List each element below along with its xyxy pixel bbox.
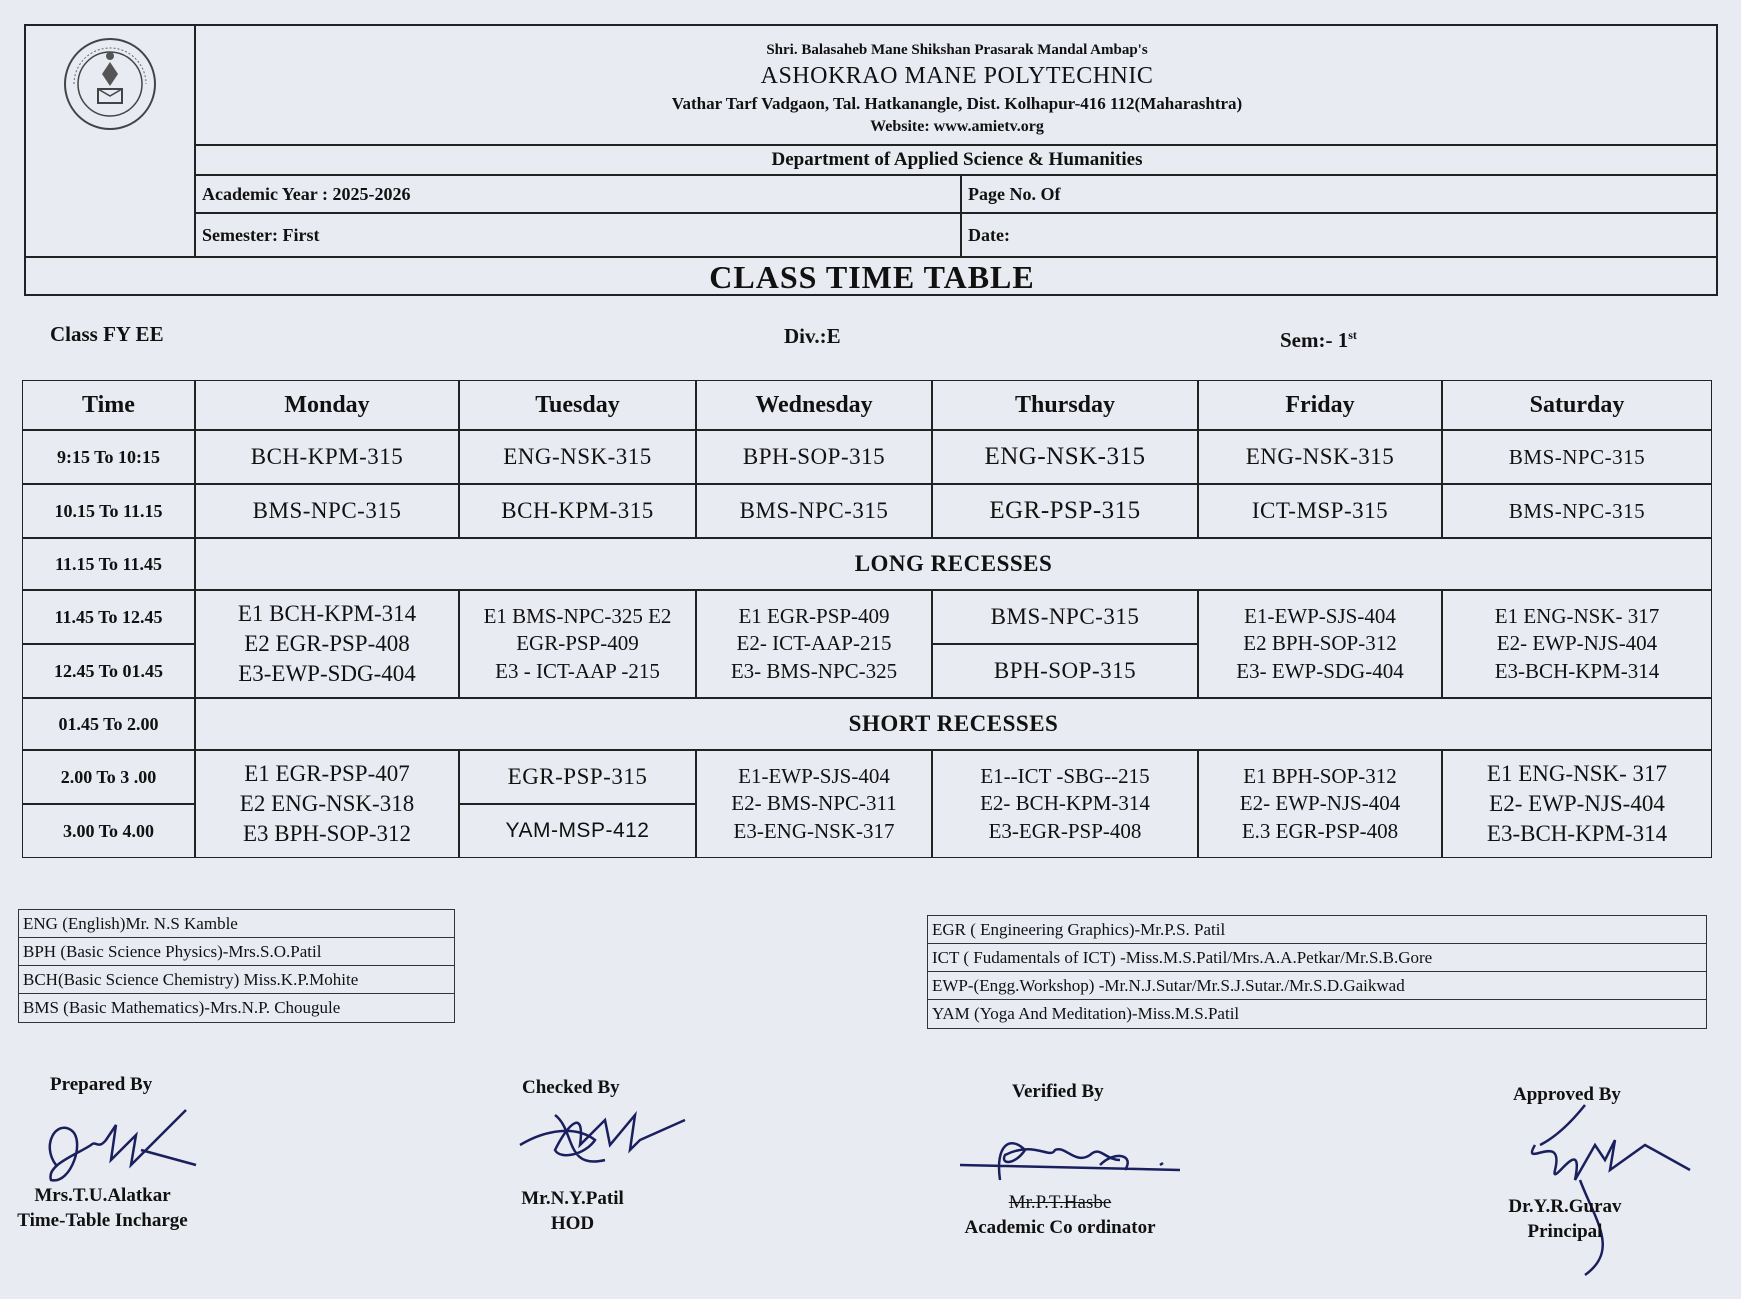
legend-item: BCH(Basic Science Chemistry) Miss.K.P.Mohite — [19, 966, 454, 994]
lab-cell-tuesday: E1 BMS-NPC-325 E2 EGR-PSP-409 E3 - ICT-AAP -215 — [459, 590, 696, 698]
header-saturday: Saturday — [1442, 380, 1712, 430]
class-cell: EGR-PSP-315 — [932, 484, 1198, 538]
checked-by-name: Mr.N.Y.Patil — [521, 1188, 624, 1209]
verified-by-role: Academic Co ordinator — [964, 1217, 1156, 1238]
class-cell: BMS-NPC-315 — [932, 590, 1198, 644]
class-cell: BMS-NPC-315 — [1442, 484, 1712, 538]
lab-cell-friday: E1-EWP-SJS-404 E2 BPH-SOP-312 E3- EWP-SDG-404 — [1198, 590, 1442, 698]
header-monday: Monday — [195, 380, 459, 430]
signature-prepared — [36, 1105, 206, 1195]
header-time: Time — [22, 380, 195, 430]
timetable — [22, 380, 1712, 862]
logo-box — [26, 26, 196, 256]
subject-legend-left — [18, 909, 455, 1023]
lab-cell-wednesday: E1-EWP-SJS-404 E2- BMS-NPC-311 E3-ENG-NSK-317 — [696, 750, 932, 858]
verified-by-heading: Verified By — [1012, 1081, 1104, 1102]
class-cell: BMS-NPC-315 — [1442, 430, 1712, 484]
time-slot: 11.45 To 12.45 — [22, 590, 195, 644]
class-cell: ENG-NSK-315 — [1198, 430, 1442, 484]
approved-by-name: Dr.Y.R.Gurav — [1508, 1196, 1622, 1217]
institute-logo — [60, 34, 160, 134]
class-cell: BCH-KPM-315 — [195, 430, 459, 484]
class-cell: ICT-MSP-315 — [1198, 484, 1442, 538]
class-cell: BMS-NPC-315 — [696, 484, 932, 538]
prepared-by-name: Mrs.T.U.Alatkar — [34, 1185, 171, 1206]
class-cell: EGR-PSP-315 — [459, 750, 696, 804]
checked-by-heading: Checked By — [522, 1077, 620, 1098]
academic-year: Academic Year : 2025-2026 — [196, 176, 962, 214]
class-cell: ENG-NSK-315 — [459, 430, 696, 484]
signature-verified — [955, 1125, 1185, 1195]
class-cell: YAM-MSP-412 — [459, 804, 696, 858]
page-number: Page No. Of — [962, 176, 1718, 214]
date-field: Date: — [968, 224, 1010, 245]
checked-by-role: HOD — [550, 1213, 595, 1234]
signature-checked — [515, 1100, 690, 1180]
legend-item: ENG (English)Mr. N.S Kamble — [19, 910, 454, 938]
legend-item: YAM (Yoga And Meditation)-Miss.M.S.Patil — [932, 1004, 1240, 1023]
class-cell: BPH-SOP-315 — [696, 430, 932, 484]
lab-cell-thursday: E1--ICT -SBG--215 E2- BCH-KPM-314 E3-EGR-PSP-408 — [932, 750, 1198, 858]
prepared-by-heading: Prepared By — [50, 1074, 153, 1095]
legend-item: BPH (Basic Science Physics)-Mrs.S.O.Patil — [19, 938, 454, 966]
class-cell: BPH-SOP-315 — [932, 644, 1198, 698]
semester-suffix: st — [1348, 328, 1357, 342]
time-slot: 2.00 To 3 .00 — [22, 750, 195, 804]
legend-item: EWP-(Engg.Workshop) -Mr.N.J.Sutar/Mr.S.J.Sutar./Mr.S.D.Gaikwad — [928, 972, 1706, 1000]
semester: Semester: First — [196, 214, 962, 256]
document-header — [24, 24, 1718, 296]
semester-value: Sem:- 1 — [1280, 328, 1349, 352]
header-tuesday: Tuesday — [459, 380, 696, 430]
institute-block — [196, 26, 1718, 146]
approved-by-role: Principal — [1527, 1221, 1603, 1242]
signature-approved — [1525, 1100, 1700, 1290]
legend-item: BMS (Basic Mathematics)-Mrs.N.P. Chougule — [23, 998, 341, 1017]
class-label: Class FY EE — [50, 322, 164, 346]
lab-cell-monday: E1 BCH-KPM-314 E2 EGR-PSP-408 E3-EWP-SDG-404 — [195, 590, 459, 698]
institute-name: ASHOKRAO MANE POLYTECHNIC — [760, 63, 1154, 89]
time-slot: 11.15 To 11.45 — [22, 538, 195, 590]
time-slot: 9:15 To 10:15 — [22, 430, 195, 484]
legend-item: EGR ( Engineering Graphics)-Mr.P.S. Patil — [928, 916, 1706, 944]
subject-legend-right — [927, 915, 1707, 1029]
institute-address: Vathar Tarf Vadgaon, Tal. Hatkanangle, Dist. Kolhapur-416 112(Maharashtra) — [671, 94, 1243, 113]
class-cell: BMS-NPC-315 — [195, 484, 459, 538]
long-recess-banner: LONG RECESSES — [195, 538, 1712, 590]
lab-cell-monday: E1 EGR-PSP-407 E2 ENG-NSK-318 E3 BPH-SOP-312 — [195, 750, 459, 858]
prepared-by-role: Time-Table Incharge — [17, 1210, 188, 1231]
header-wednesday: Wednesday — [696, 380, 932, 430]
society-name: Shri. Balasaheb Mane Shikshan Prasarak Mandal Ambap's — [766, 42, 1148, 58]
header-friday: Friday — [1198, 380, 1442, 430]
approved-by-heading: Approved By — [1513, 1084, 1621, 1105]
lab-cell-wednesday: E1 EGR-PSP-409 E2- ICT-AAP-215 E3- BMS-NPC-325 — [696, 590, 932, 698]
verified-by-name: Mr.P.T.Hasbe — [1008, 1192, 1112, 1213]
lab-cell-saturday: E1 ENG-NSK- 317 E2- EWP-NJS-404 E3-BCH-KPM-314 — [1442, 750, 1712, 858]
time-slot: 10.15 To 11.15 — [22, 484, 195, 538]
department-name: Department of Applied Science & Humanities — [196, 146, 1718, 176]
lab-cell-saturday: E1 ENG-NSK- 317 E2- EWP-NJS-404 E3-BCH-KPM-314 — [1442, 590, 1712, 698]
legend-item: ICT ( Fudamentals of ICT) -Miss.M.S.Patil/Mrs.A.A.Petkar/Mr.S.B.Gore — [928, 944, 1706, 972]
semester-label — [1280, 328, 1357, 353]
class-cell: BCH-KPM-315 — [459, 484, 696, 538]
header-thursday: Thursday — [932, 380, 1198, 430]
page-title: CLASS TIME TABLE — [26, 256, 1718, 296]
time-slot: 3.00 To 4.00 — [22, 804, 195, 858]
class-cell: ENG-NSK-315 — [932, 430, 1198, 484]
time-slot: 01.45 To 2.00 — [22, 698, 195, 750]
lab-cell-friday: E1 BPH-SOP-312 E2- EWP-NJS-404 E.3 EGR-PSP-408 — [1198, 750, 1442, 858]
division-label: Div.:E — [784, 324, 841, 348]
institute-website: Website: www.amietv.org — [870, 118, 1044, 135]
short-recess-banner: SHORT RECESSES — [195, 698, 1712, 750]
time-slot: 12.45 To 01.45 — [22, 644, 195, 698]
